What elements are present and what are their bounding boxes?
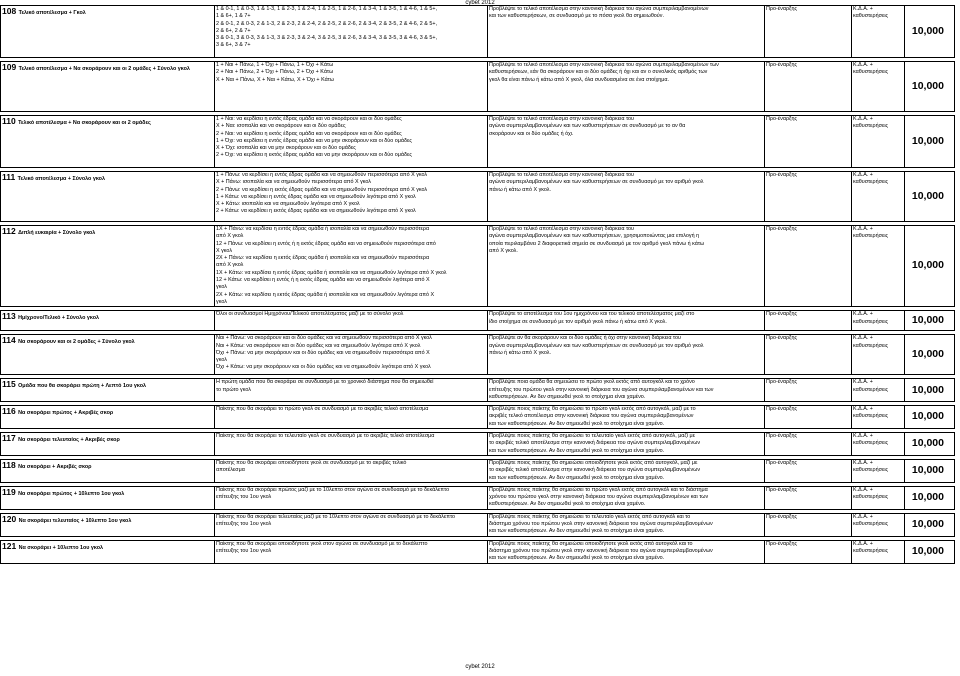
option-line: 1 + Πάνω: να κερδίσει η εντός έδρας ομάδα και να σημειωθούν περισσότερα από Χ γκολ <box>216 172 428 178</box>
table-row <box>1 433 955 456</box>
bet-title: Να σκοράρει τελευταίος + Ακριβές σκορ <box>18 437 120 444</box>
description-line: και των καθυστερήσεων. Αν δεν σημειωθεί γκολ το στοίχημα είναι χαμένο. <box>489 447 665 454</box>
kda-cell <box>852 459 905 482</box>
kda-line: καθυστερήσεις <box>853 440 889 447</box>
bet-number: 120 <box>2 513 17 524</box>
kda-line: καθυστερήσεις <box>853 233 889 240</box>
max-value-cell <box>905 433 955 456</box>
kda-line: Κ.Δ.Α. + <box>853 226 873 232</box>
bet-title: Τελικό αποτέλεσμα + Να σκοράρουν και οι 2 ομάδες + Σύνολο γκολ <box>18 66 190 72</box>
bet-type-cell <box>1 459 215 482</box>
max-value-cell <box>905 311 955 331</box>
period-label: Προ-έναρξης <box>766 335 798 342</box>
kda-line: καθυστερήσεις <box>853 123 889 130</box>
option-line: 12 + Πάνω: να κερδίσει η εντός ή η εκτός έδρας ομάδα και να σημειωθούν περισσότερα από <box>216 240 436 247</box>
period-cell <box>765 513 852 536</box>
table-row <box>1 335 955 375</box>
description-cell <box>488 6 765 58</box>
options-cell <box>215 540 488 563</box>
max-value-cell <box>905 406 955 429</box>
description-cell <box>488 335 765 375</box>
period-cell <box>765 116 852 168</box>
table-row <box>1 62 955 112</box>
option-line: γκολ <box>216 284 227 291</box>
description-line: και των καθυστερήσεων. Αν δεν σημειωθεί γκολ το στοίχημα είναι χαμένο. <box>489 474 665 481</box>
bet-number: 109 <box>2 62 17 72</box>
options-cell <box>215 6 488 58</box>
period-cell <box>765 311 852 331</box>
table-row <box>1 406 955 429</box>
max-value: 10,000 <box>911 314 944 327</box>
description-line: ίδιο στοίχημα σε συνδυασμό με τον αριθμό γκολ πάνω ή κάτω από Χ γκολ. <box>489 318 667 325</box>
bet-title: Τελικό αποτέλεσμα + Γκολ <box>18 10 86 16</box>
period-label: Προ-έναρξης <box>766 6 798 12</box>
option-line: 1 + Όχι: να κερδίσει η εντός έδρας ομάδα και να μην σκοράρουν και οι δύο ομάδες <box>216 137 412 144</box>
option-line: το πρώτο γκολ <box>216 386 251 393</box>
max-value-cell <box>905 6 955 58</box>
period-cell <box>765 6 852 58</box>
option-line: Παίκτης που θα σκοράρει το τελευταίο γκολ σε συνδυασμό με το ακριβές τελικό αποτέλεσμα <box>216 433 435 440</box>
option-line: Η πρώτη ομάδα που θα σκοράρει σε συνδυασμό με το χρονικό διάστημα που θα σημειωθεί <box>216 379 434 386</box>
option-line: Χ + Πάνω: ισοπαλία και να σημειωθούν περισσότερα από Χ γκολ <box>216 179 372 186</box>
kda-line: Κ.Δ.Α. + <box>853 335 873 342</box>
description-cell <box>488 62 765 112</box>
option-line: Χ + Όχι: ισοπαλία και να μην σκοράρουν και οι δύο ομάδες <box>216 145 356 152</box>
period-label: Προ-έναρξης <box>766 116 798 122</box>
max-value: 10,000 <box>911 491 944 504</box>
kda-cell <box>852 172 905 222</box>
period-label: Προ-έναρξης <box>766 226 798 232</box>
options-cell <box>215 172 488 222</box>
period-label: Προ-έναρξης <box>766 62 798 68</box>
description-line: διάστημα χρόνου του πρώτου γκολ στην κανονική διάρκεια του αγώνα συμπεριλαμβανομένων <box>489 521 713 528</box>
kda-cell <box>852 486 905 509</box>
bet-type-cell <box>1 486 215 509</box>
max-value-cell <box>905 513 955 536</box>
bet-type-cell <box>1 433 215 456</box>
bet-type-cell <box>1 335 215 375</box>
period-label: Προ-έναρξης <box>766 513 798 520</box>
description-line: Προβλέψτε το τελικό αποτέλεσμα στην κανονική διάρκεια του <box>489 226 634 232</box>
bet-number: 116 <box>2 406 16 417</box>
bet-number: 121 <box>2 540 17 551</box>
option-line: Όλοι οι συνδυασμοί Ημιχρόνου/Τελικού αποτελέσματος μαζί με το σύνολο γκολ <box>216 311 404 318</box>
option-line: Χ γκολ <box>216 247 233 254</box>
kda-cell <box>852 540 905 563</box>
description-cell <box>488 311 765 331</box>
bet-title: Να σκοράρει + Ακριβές σκορ <box>18 463 92 470</box>
description-line: σκοράρουν και οι δύο ομάδες ή όχι. <box>489 130 574 137</box>
description-cell <box>488 406 765 429</box>
description-cell <box>488 433 765 456</box>
description-line: και των καθυστερήσεων. Αν δεν σημειωθεί γκολ το στοίχημα είναι χαμένο. <box>489 420 665 427</box>
bet-number: 111 <box>2 172 16 182</box>
bet-number: 115 <box>2 379 16 390</box>
max-value-cell <box>905 172 955 222</box>
bet-type-cell <box>1 116 215 168</box>
option-line: 1 + Ναι: να κερδίσει η εντός έδρας ομάδα και να σκοράρουν και οι δύο ομάδες <box>216 116 402 122</box>
kda-line: Κ.Δ.Α. + <box>853 513 873 520</box>
bet-number: 108 <box>2 6 17 16</box>
kda-line: καθυστερήσεις <box>853 494 889 501</box>
table-row <box>1 6 955 58</box>
description-line: ακριβές τελικό αποτέλεσμα στην κανονική διάρκεια του αγώνα συμπεριλαμβανομένων <box>489 413 694 420</box>
kda-line: Κ.Δ.Α. + <box>853 433 873 440</box>
description-line: διάστημα χρόνου του πρώτου γκολ στην κανονική διάρκεια του αγώνα συμπεριλαμβανομένων <box>489 547 713 554</box>
max-value-cell <box>905 335 955 375</box>
max-value: 10,000 <box>911 544 944 557</box>
option-line: γκολ <box>216 357 227 364</box>
kda-cell <box>852 226 905 307</box>
options-cell <box>215 486 488 509</box>
max-value: 10,000 <box>911 464 944 477</box>
period-cell <box>765 459 852 482</box>
option-line: Παίκτης που θα σκοράρει το πρώτο γκολ σε συνδυασμό με το ακριβές τελικό αποτέλεσμα <box>216 406 429 413</box>
option-line: 1 & 6+, 1 & 7+ <box>216 13 251 20</box>
kda-cell <box>852 6 905 58</box>
kda-line: Κ.Δ.Α. + <box>853 486 873 493</box>
option-line: Χ + Ναι + Πάνω, Χ + Ναι + Κάτω, Χ + Όχι + Κάτω <box>216 76 334 83</box>
max-value-cell <box>905 62 955 112</box>
description-line: από Χ γκολ. <box>489 247 518 254</box>
description-line: Προβλέψτε ποιος παίκτης θα σημειώσει το τελευταίο γκολ εκτός από αυτογκόλ, μαζί με <box>489 433 696 440</box>
period-cell <box>765 486 852 509</box>
period-cell <box>765 379 852 402</box>
description-line: αγώνα συμπεριλαμβανομένων και των καθυστερήσεων, χρησιμοποιώντας μια επιλογή η <box>489 233 700 240</box>
option-line: επίτευξης του 1ου γκολ <box>216 521 272 528</box>
kda-line: Κ.Δ.Α. + <box>853 6 873 12</box>
kda-cell <box>852 335 905 375</box>
max-value: 10,000 <box>911 134 944 147</box>
description-line: Προβλέψτε ποιος παίκτης θα σημειώσει το πρώτο γκολ εκτός από αυτογκόλ και το διάστημα <box>489 486 708 493</box>
description-line: αγώνα συμπεριλαμβανομένων και των καθυστερήσεων σε συνδυασμό με τον αριθμό γκολ <box>489 179 704 186</box>
bet-title: Τελικό αποτέλεσμα + Να σκοράρουν και οι 2 ομάδες <box>18 120 151 126</box>
option-line: 2 + Ναι: να κερδίσει η εκτός έδρας ομάδα και να σκοράρουν και οι δύο ομάδες <box>216 130 402 137</box>
bet-title: Ημίχρονο/Τελικό + Σύνολο γκολ <box>18 315 100 322</box>
option-line: 2Χ + Πάνω: να κερδίσει η εκτός έδρας ομάδα ή ισοπαλία και να σημειωθούν περισσότερα <box>216 255 430 262</box>
kda-line: Κ.Δ.Α. + <box>853 311 873 318</box>
description-line: Προβλέψτε ποιος παίκτης θα σημειώσει οποιοδήποτε γκολ εκτός από αυτογκόλ και το <box>489 540 693 547</box>
description-line: επίτευξης του πρώτου γκολ στην κανονική διάρκεια του αγώνα συμπεριλαμβανομένων και των <box>489 386 714 393</box>
options-cell <box>215 459 488 482</box>
description-cell <box>488 226 765 307</box>
kda-cell <box>852 406 905 429</box>
period-cell <box>765 433 852 456</box>
description-line: αγώνα συμπεριλαμβανομένων και των καθυστερήσεων σε συνδυασμό με το αν θα <box>489 123 686 130</box>
max-value-cell <box>905 540 955 563</box>
bet-type-cell <box>1 513 215 536</box>
bet-title: Διπλή ευκαιρία + Σύνολο γκολ <box>18 230 96 236</box>
page-footer: cybet 2012 <box>465 664 495 670</box>
period-label: Προ-έναρξης <box>766 379 798 386</box>
bet-title: Ομάδα που θα σκοράρει πρώτη + Λεπτό 1ου γκολ <box>18 383 146 390</box>
option-line: 1 + Ναι + Πάνω, 1 + Όχι + Πάνω, 1 + Όχι + Κάτω <box>216 62 334 68</box>
kda-line: καθυστερήσεις <box>853 179 889 186</box>
description-line: το ακριβές τελικό αποτέλεσμα στην κανονική διάρκεια του αγώνα συμπεριλαμβανομένων <box>489 440 701 447</box>
kda-cell <box>852 513 905 536</box>
kda-cell <box>852 433 905 456</box>
option-line: 2 + Πάνω: να κερδίσει η εκτός έδρας ομάδα και να σημειωθούν περισσότερα από Χ γκολ <box>216 186 428 193</box>
table-row <box>1 379 955 402</box>
description-line: Προβλέψτε ποια ομάδα θα σημειώσει το πρώτο γκολ εκτός από αυτογκόλ και το χρόνο <box>489 379 695 386</box>
description-line: το ακριβές τελικό αποτέλεσμα στην κανονική διάρκεια του αγώνα συμπεριλαμβανομένων <box>489 467 701 474</box>
bet-title: Να σκοράρει πρώτος + Ακριβές σκορ <box>18 410 114 417</box>
period-label: Προ-έναρξης <box>766 486 798 493</box>
kda-line: Κ.Δ.Α. + <box>853 116 873 122</box>
bet-type-cell <box>1 406 215 429</box>
period-label: Προ-έναρξης <box>766 172 798 178</box>
max-value: 10,000 <box>911 383 944 396</box>
description-line: Προβλέψτε το τελικό αποτέλεσμα στην κανονική διάρκεια του <box>489 172 634 178</box>
description-cell <box>488 486 765 509</box>
max-value: 10,000 <box>911 437 944 450</box>
options-cell <box>215 406 488 429</box>
kda-line: καθυστερήσεις <box>853 386 889 393</box>
period-cell <box>765 540 852 563</box>
max-value-cell <box>905 459 955 482</box>
max-value-cell <box>905 116 955 168</box>
option-line: επίτευξης του 1ου γκολ <box>216 494 272 501</box>
description-line: Προβλέψτε το αποτέλεσμα του 1ου ημιχρόνου και του τελικού αποτελέσματος μαζί στο <box>489 311 695 318</box>
option-line: από Χ γκολ <box>216 233 244 240</box>
description-cell <box>488 116 765 168</box>
table-row <box>1 459 955 482</box>
description-cell <box>488 172 765 222</box>
option-line: 2 & 0-1, 2 & 0-3, 2 & 1-3, 2 & 2-3, 2 & 2-4, 2 & 2-5, 2 & 2-6, 2 & 3-4, 2 & 3-5, 2 & 4-6, 2 & 5+, <box>216 20 437 27</box>
bet-title: Να σκοράρει πρώτος + 10λεπτο 1ου γκολ <box>18 490 125 497</box>
kda-line: καθυστερήσεις <box>853 521 889 528</box>
kda-line: Κ.Δ.Α. + <box>853 62 873 68</box>
option-line: Ναι + Κάτω: να σκοράρουν και οι δύο ομάδες και να σημειωθούν λιγότερα από Χ γκολ <box>216 342 421 349</box>
description-cell <box>488 513 765 536</box>
option-line: 2 + Κάτω: να κερδίσει η εκτός έδρας ομάδα και να σημειωθούν λιγότερα από Χ γκολ <box>216 208 416 215</box>
kda-cell <box>852 379 905 402</box>
max-value: 10,000 <box>911 410 944 423</box>
option-line: 3 & 0-1, 3 & 0-3, 3 & 1-3, 3 & 2-3, 3 & 2-4, 3 & 2-5, 3 & 2-6, 3 & 3-4, 3 & 3-5, 3 & 4-6, 3 & 5+, <box>216 35 437 42</box>
bet-title: Να σκοράρει + 10λεπτο 1ου γκολ <box>18 544 104 551</box>
kda-line: Κ.Δ.Α. + <box>853 379 873 386</box>
option-line: Παίκτης που θα σκοράρει οποιοδήποτε γκολ σε συνδυασμό με το ακριβές τελικό <box>216 459 407 466</box>
options-cell <box>215 513 488 536</box>
options-cell <box>215 335 488 375</box>
period-label: Προ-έναρξης <box>766 406 798 413</box>
bet-type-cell <box>1 540 215 563</box>
table-row <box>1 311 955 331</box>
description-line: Προβλέψτε το τελικό αποτέλεσμα στην κανονική διάρκεια του αγώνα συμπεριλαμβανομένων των <box>489 62 719 68</box>
period-cell <box>765 406 852 429</box>
description-line: πάνω ή κάτω από Χ γκολ. <box>489 186 551 193</box>
description-line: Προβλέψτε ποιος παίκτης θα σημειώσει το τελευταίο γκολ εκτός από αυτογκόλ και το <box>489 513 691 520</box>
bet-number: 112 <box>2 226 16 236</box>
kda-cell <box>852 62 905 112</box>
option-line: 1 & 0-1, 1 & 0-3, 1 & 1-3, 1 & 2-3, 1 & 2-4, 1 & 2-5, 1 & 2-6, 1 & 3-4, 1 & 3-5, 1 & 4-6, 1 & 5+, <box>216 6 437 12</box>
description-line: καθυστερήσεων, εάν θα σκοράρουν και οι δύο ομάδες ή όχι και αν ο συνολικός αριθμός των <box>489 69 708 76</box>
bet-type-cell <box>1 62 215 112</box>
option-line: επίτευξης του 1ου γκολ <box>216 547 272 554</box>
table-row <box>1 226 955 307</box>
description-line: γκολ θα είναι πάνω ή κάτω από Χ γκολ, όλα συνδυασμένα σε ένα στοίχημα. <box>489 76 669 83</box>
description-line: Προβλέψτε αν θα σκοράρουν και οι δύο ομάδες ή όχι στην κανονική διάρκεια του <box>489 335 681 342</box>
option-line: από Χ γκολ <box>216 262 244 269</box>
options-cell <box>215 433 488 456</box>
kda-line: Κ.Δ.Α. + <box>853 540 873 547</box>
kda-line: καθυστερήσεις <box>853 547 889 554</box>
options-cell <box>215 311 488 331</box>
bet-type-cell <box>1 379 215 402</box>
option-line: 2 & 6+, 2 & 7+ <box>216 27 251 34</box>
max-value-cell <box>905 379 955 402</box>
bet-types-table <box>0 5 955 564</box>
max-value: 10,000 <box>911 348 944 361</box>
description-line: και των καθυστερήσεων, σε συνδυασμό με το πόσα γκολ θα σημειωθούν. <box>489 13 664 20</box>
option-line: Όχι + Κάτω: να μην σκοράρουν και οι δύο ομάδες και να σημειωθούν λιγότερα από Χ γκολ <box>216 364 431 371</box>
option-line: Ναι + Πάνω: να σκοράρουν και οι δύο ομάδες και να σημειωθούν περισσότερα από Χ γκολ <box>216 335 432 342</box>
option-line: αποτέλεσμα <box>216 467 245 474</box>
option-line: 1Χ + Κάτω: να κερδίσει η εντός έδρας ομάδα ή ισοπαλία και να σημειωθούν λιγότερα από Χ γκολ <box>216 269 447 276</box>
option-line: 12 + Κάτω: να κερδίσει η εντός ή η εκτός έδρας ομάδα και να σημειωθούν λιγότερα από Χ <box>216 277 430 284</box>
kda-line: Κ.Δ.Α. + <box>853 459 873 466</box>
max-value: 10,000 <box>911 518 944 531</box>
description-line: οποία περιλαμβάνει 2 διαφορετικά σημεία σε συνδυασμό με τον αριθμό γκολ πάνω ή κάτω <box>489 240 705 247</box>
table-row <box>1 486 955 509</box>
bet-number: 113 <box>2 311 16 322</box>
description-line: καθυστερήσεων. Αν δεν σημειωθεί γκολ το στοίχημα είναι χαμένο. <box>489 393 646 400</box>
description-line: αγώνα συμπεριλαμβανομένων και των καθυστερήσεων σε συνδυασμό με τον αριθμό γκολ <box>489 342 704 349</box>
period-label: Προ-έναρξης <box>766 433 798 440</box>
option-line: 2 + Όχι: να κερδίσει η εκτός έδρας ομάδα και να μην σκοράρουν και οι δύο ομάδες <box>216 152 412 159</box>
bet-title: Τελικό αποτέλεσμα + Σύνολο γκολ <box>17 176 105 182</box>
option-line: 1 + Κάτω: να κερδίσει η εντός έδρας ομάδα και να σημειωθούν λιγότερα από Χ γκολ <box>216 193 416 200</box>
bet-number: 117 <box>2 433 16 444</box>
description-line: Προβλέψτε ποιος παίκτης θα σημειώσει το πρώτο γκολ εκτός από αυτογκόλ, μαζί με το <box>489 406 696 413</box>
description-line: πάνω ή κάτω από Χ γκολ. <box>489 349 551 356</box>
period-cell <box>765 172 852 222</box>
table-row <box>1 116 955 168</box>
table-row <box>1 513 955 536</box>
description-line: Προβλέψτε το τελικό αποτέλεσμα στην κανονική διάρκεια του <box>489 116 634 122</box>
period-label: Προ-έναρξης <box>766 459 798 466</box>
option-line: Παίκτης που θα σκοράρει οποιοδήποτε γκολ στον αγώνα σε συνδυασμό με το δεκάλεπτο <box>216 540 428 547</box>
period-cell <box>765 62 852 112</box>
description-cell <box>488 459 765 482</box>
description-line: Προβλέψτε ποιος παίκτης θα σημειώσει οποιοδήποτε γκολ εκτός από αυτογκόλ, μαζί με <box>489 459 698 466</box>
max-value-cell <box>905 226 955 307</box>
bet-title: Να σκοράρουν και οι 2 ομάδες + Σύνολο γκολ <box>18 339 135 346</box>
bet-type-cell <box>1 172 215 222</box>
option-line: Χ + Ναι: ισοπαλία και να σκοράρουν και οι δύο ομάδες <box>216 123 346 130</box>
option-line: γκολ <box>216 298 227 305</box>
bet-number: 119 <box>2 486 16 497</box>
bet-number: 118 <box>2 459 16 470</box>
max-value: 10,000 <box>911 79 944 92</box>
kda-cell <box>852 116 905 168</box>
max-value: 10,000 <box>911 24 944 37</box>
period-cell <box>765 226 852 307</box>
description-line: και των καθυστερήσεων. Αν δεν σημειωθεί γκολ το στοίχημα είναι χαμένο. <box>489 528 665 535</box>
kda-line: καθυστερήσεις <box>853 413 889 420</box>
bet-title: Να σκοράρει τελευταίος + 10λεπτο 1ου γκολ <box>18 517 132 524</box>
kda-line: Κ.Δ.Α. + <box>853 172 873 178</box>
description-cell <box>488 379 765 402</box>
bet-type-cell <box>1 311 215 331</box>
kda-line: καθυστερήσεις <box>853 342 889 349</box>
options-cell <box>215 226 488 307</box>
max-value-cell <box>905 486 955 509</box>
period-label: Προ-έναρξης <box>766 540 798 547</box>
options-cell <box>215 62 488 112</box>
kda-line: καθυστερήσεις <box>853 69 889 76</box>
options-cell <box>215 116 488 168</box>
page-header: cybet 2012 <box>465 0 495 6</box>
bet-number: 114 <box>2 335 16 346</box>
kda-line: καθυστερήσεις <box>853 318 889 325</box>
description-line: καθυστερήσεων. Αν δεν σημειωθεί γκολ το στοίχημα είναι χαμένο. <box>489 501 646 508</box>
option-line: Παίκτης που θα σκοράρει τελευταίος μαζί με το 10λεπτο στον αγώνα σε συνδυασμό με το δεκάλεπτο <box>216 513 456 520</box>
bet-type-cell <box>1 226 215 307</box>
description-line: και των καθυστερήσεων. Αν δεν σημειωθεί γκολ το στοίχημα είναι χαμένο. <box>489 555 665 562</box>
option-line: Χ + Κάτω: ισοπαλία και να σημειωθούν λιγότερα από Χ γκολ <box>216 201 360 208</box>
option-line: 3 & 6+, 3 & 7+ <box>216 42 251 49</box>
bet-number: 110 <box>2 116 16 126</box>
option-line: Παίκτης που θα σκοράρει πρώτος μαζί με το 10λεπτο στον αγώνα σε συνδυασμό με το δεκάλεπτο <box>216 486 450 493</box>
table-body <box>1 6 955 564</box>
option-line: Όχι + Πάνω: να μην σκοράρουν και οι δύο ομάδες και να σημειωθούν περισσότερα από Χ <box>216 349 430 356</box>
kda-cell <box>852 311 905 331</box>
description-cell <box>488 540 765 563</box>
kda-line: Κ.Δ.Α. + <box>853 406 873 413</box>
table-row <box>1 540 955 563</box>
option-line: 2 + Ναι + Πάνω, 2 + Όχι + Πάνω, 2 + Όχι + Κάτω <box>216 69 334 76</box>
option-line: 2Χ + Κάτω: να κερδίσει η εκτός έδρας ομάδα ή ισοπαλία και να σημειωθούν λιγότερα από Χ <box>216 291 435 298</box>
period-cell <box>765 335 852 375</box>
description-line: Προβλέψτε το τελικό αποτέλεσμα στην κανονική διάρκεια του αγώνα συμπεριλαμβανομένων <box>489 6 709 12</box>
description-line: χρόνου του πρώτου γκολ στην κανονική διάρκεια του αγώνα συμπεριλαμβανομένων και των <box>489 494 709 501</box>
period-label: Προ-έναρξης <box>766 311 798 318</box>
table-row <box>1 172 955 222</box>
kda-line: καθυστερήσεις <box>853 13 889 20</box>
bet-type-cell <box>1 6 215 58</box>
max-value: 10,000 <box>911 259 944 272</box>
option-line: 1Χ + Πάνω: να κερδίσει η εντός έδρας ομάδα ή ισοπαλία και να σημειωθούν περισσότερα <box>216 226 430 232</box>
options-cell <box>215 379 488 402</box>
max-value: 10,000 <box>911 189 944 202</box>
kda-line: καθυστερήσεις <box>853 467 889 474</box>
